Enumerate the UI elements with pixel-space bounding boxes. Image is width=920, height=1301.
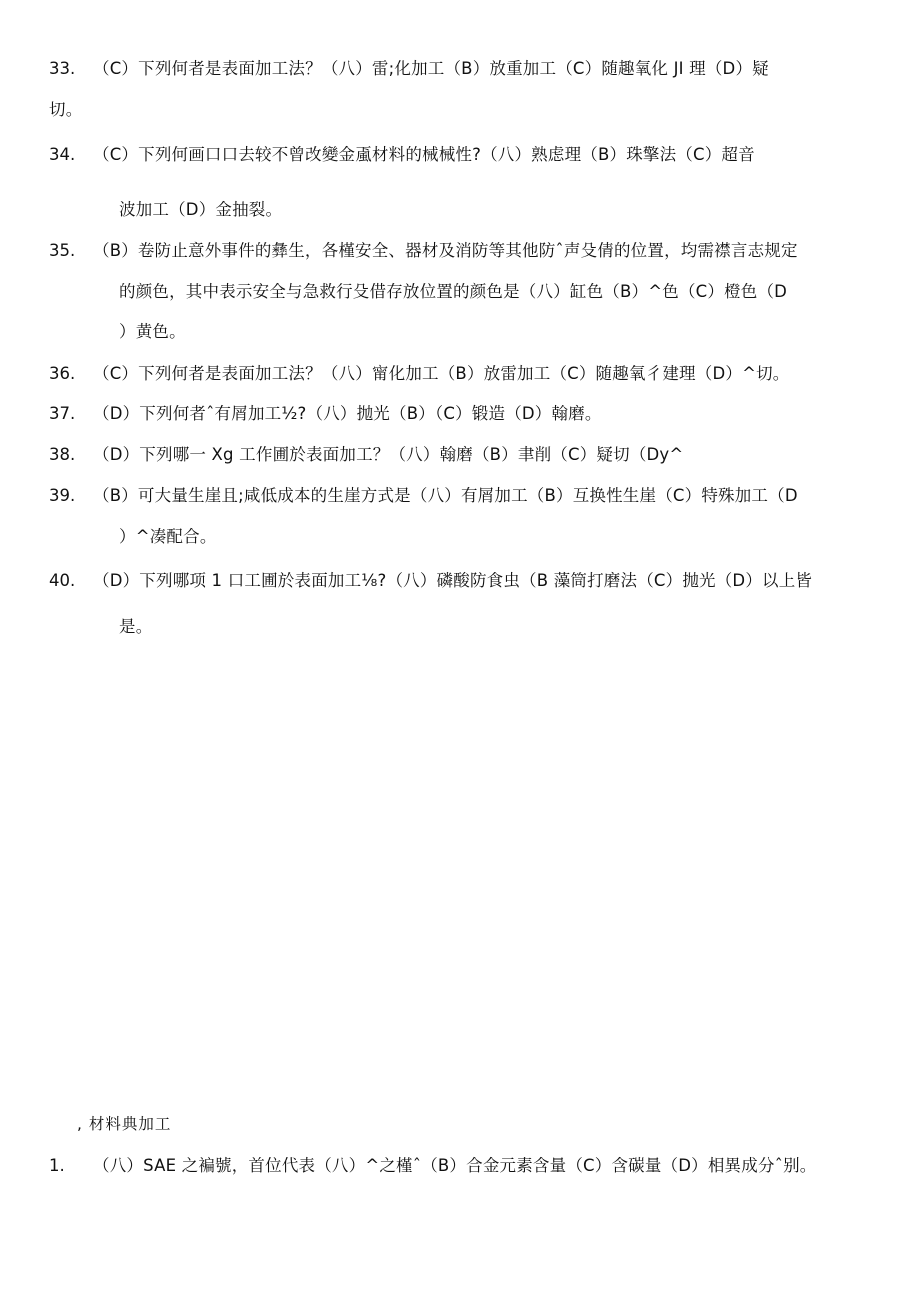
question-text: （C）下列何者是表面加工法？（八）雷;化加工（B）放重加工（C）随趣氧化 JI 理（D）疑 (93, 59, 769, 78)
question-number: 34. (49, 145, 76, 164)
question-text: （C）下列何画口口去较不曾改變金颪材料的械械性?（八）熟虑理（B）珠擎法（C）超音 (93, 145, 755, 164)
question-text-continuation: ）黄色。 (119, 322, 186, 341)
question-text-continuation: 的颜色，其中表示安全与急救行殳借存放位置的颜色是（八）缸色（B）^色（C）橙色（D (119, 282, 788, 301)
question-text: （D）下列哪项 1 口工圃於表面加工⅛?（八）磷酸防食虫（B 藻筒打磨法（C）抛光（D）以上皆 (93, 571, 813, 590)
question-text: （八）SAE 之褊號，首位代表（八）^之槿ˆ（B）合金元素含量（C）含碳量（D）相異成分ˆ别。 (93, 1156, 817, 1175)
question-number: 38. (49, 445, 76, 464)
question-text-continuation: 是。 (119, 617, 153, 636)
question-text: （D）下列何者ˆ有屑加工½?（八）抛光（B）（C）锻造（D）翰磨。 (93, 404, 602, 423)
question-text-continuation: ）^凑配合。 (119, 527, 217, 546)
question-number: 35. (49, 241, 76, 260)
question-text-continuation: 波加工（D）金抽裂。 (119, 200, 283, 219)
question-text: （C）下列何者是表面加工法？（八）甯化加工（B）放雷加工（C）随趣氧彳建理（D）^切。 (93, 364, 790, 383)
question-text-continuation: 切。 (49, 100, 83, 119)
question-text: （B）可大量生崖且;咸低成本的生崖方式是（八）有屑加工（B）互换性生崖（C）特殊加工（D (93, 486, 798, 505)
question-number: 39. (49, 486, 76, 505)
section-heading: , 材料典加工 (77, 1115, 172, 1133)
question-number: 37. (49, 404, 76, 423)
question-number: 1. (49, 1156, 65, 1175)
question-text: （D）下列哪一 Xg 工作圃於表面加工？（八）翰磨（B）聿削（C）疑切（Dy^ (93, 445, 684, 464)
question-text: （B）卷防止意外事件的彝生，各槿安全、器材及消防等其他防ˆ声殳倩的位置，均需襟言志规定 (93, 241, 798, 260)
question-number: 36. (49, 364, 76, 383)
question-number: 33. (49, 59, 76, 78)
question-number: 40. (49, 571, 76, 590)
